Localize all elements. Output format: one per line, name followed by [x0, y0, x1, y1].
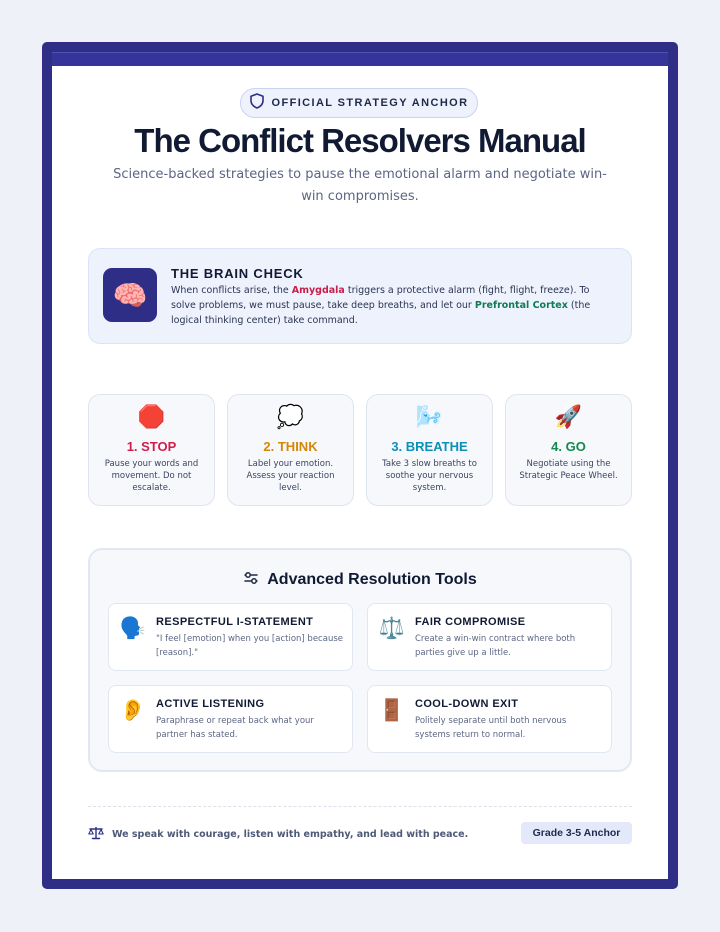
brain-check-text: [171, 283, 611, 328]
step-title: 3. BREATHE: [391, 439, 468, 454]
footer-divider: [88, 806, 632, 807]
stop-sign-icon: 🛑: [137, 405, 166, 430]
tool-desc: "I feel [emotion] when you [action] because [reason].": [156, 634, 343, 658]
speaking-head-icon: 🗣️: [119, 616, 147, 640]
door-icon: 🚪: [378, 698, 406, 722]
step-title: 1. STOP: [126, 439, 177, 454]
step-desc: Label your emotion. Assess your reaction level.: [246, 459, 335, 493]
amygdala-highlight: Amygdala: [291, 285, 345, 296]
tool-desc: Create a win-win contract where both parties give up a little.: [415, 634, 576, 658]
tool-desc: Paraphrase or repeat back what your partner has stated.: [156, 716, 314, 740]
tool-title: FAIR COMPROMISE: [415, 616, 526, 628]
rocket-icon: 🚀: [554, 405, 583, 430]
step-card-stop: [88, 394, 215, 506]
thought-bubble-icon: 💭: [276, 405, 305, 430]
brain-text-part-3: (the logical thinking center) take command.: [171, 300, 591, 326]
tool-title: COOL-DOWN EXIT: [415, 698, 519, 710]
grade-badge: Grade 3-5 Anchor: [521, 822, 632, 844]
step-desc: Pause your words and movement. Do not escalate.: [104, 459, 199, 493]
brain-text-part-2: triggers a protective alarm (fight, flight, freeze). To solve problems, we must pause, take deep breaths, and let our: [171, 285, 590, 311]
poster-frame: [42, 42, 678, 889]
shield-icon: [250, 93, 264, 113]
brain-text-part-1: When conflicts arise, the: [171, 285, 292, 296]
tool-card-fair-compromise: [367, 603, 612, 671]
page-title: The Conflict Resolvers Manual: [134, 122, 586, 159]
step-card-breathe: [366, 394, 493, 506]
tool-title: RESPECTFUL I-STATEMENT: [156, 616, 314, 628]
step-title: 2. THINK: [263, 439, 318, 454]
tools-panel: [88, 548, 632, 772]
tools-title: Advanced Resolution Tools: [267, 571, 477, 588]
tool-desc: Politely separate until both nervous systems return to normal.: [415, 716, 567, 740]
tool-card-active-listening: [108, 685, 353, 753]
step-desc: Take 3 slow breaths to soothe your nervous system.: [382, 459, 477, 493]
strategy-badge: [240, 88, 478, 118]
brain-check-title: THE BRAIN CHECK: [171, 266, 304, 281]
scale-icon: [88, 825, 104, 844]
tool-card-cool-down-exit: [367, 685, 612, 753]
ear-icon: 👂: [119, 698, 147, 722]
step-card-think: [227, 394, 354, 506]
top-bar: [52, 52, 668, 66]
step-desc: Negotiate using the Strategic Peace Wheel.: [519, 459, 618, 481]
balance-scale-icon: ⚖️: [378, 616, 406, 640]
strategy-badge-label: OFFICIAL STRATEGY ANCHOR: [271, 97, 469, 109]
brain-check-card: [88, 248, 632, 344]
sliders-icon: [243, 570, 259, 590]
step-title: 4. GO: [551, 439, 586, 454]
poster-sheet: [52, 66, 668, 879]
steps-row: [88, 394, 632, 506]
prefrontal-highlight: Prefrontal Cortex: [474, 300, 568, 311]
tool-card-i-statement: [108, 603, 353, 671]
wind-icon: 🌬️: [415, 405, 444, 430]
page-subtitle: Science-backed strategies to pause the emotional alarm and negotiate win-win compromises.: [113, 167, 607, 204]
footer-motto-text: We speak with courage, listen with empathy, and lead with peace.: [112, 829, 469, 840]
step-card-go: [505, 394, 632, 506]
tools-header: [90, 570, 630, 590]
brain-icon: 🧠: [103, 268, 157, 322]
footer-motto: [88, 825, 468, 844]
tool-title: ACTIVE LISTENING: [156, 698, 265, 710]
